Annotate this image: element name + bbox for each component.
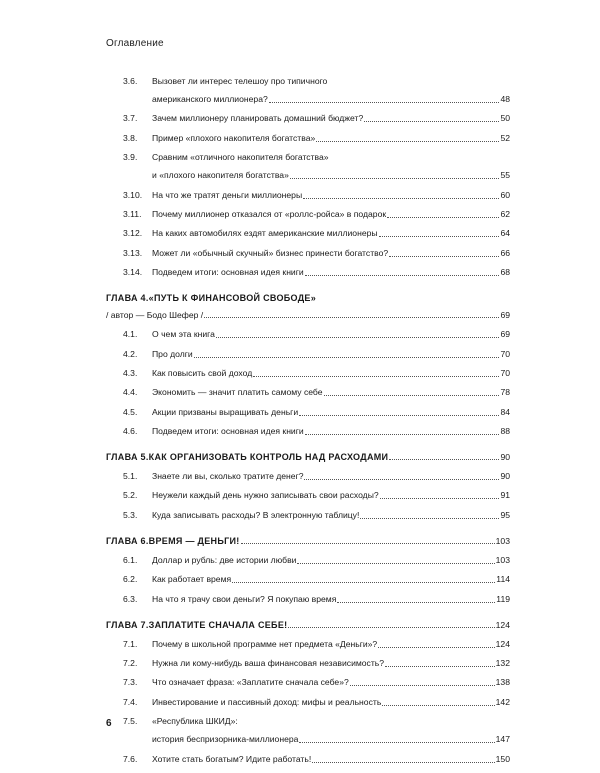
entry-title: Хотите стать богатым? Идите работать! (152, 753, 312, 764)
entry-number: 5.3. (123, 509, 138, 520)
chapter-label: ГЛАВА 6 (106, 535, 146, 546)
dot-leader (360, 517, 499, 519)
entry-page: 119 (496, 593, 510, 604)
entry-number: 7.2. (123, 658, 138, 669)
dot-leader (232, 581, 495, 583)
chapter-heading[interactable] (106, 620, 510, 630)
entry-page: 142 (495, 696, 510, 707)
chapter-label: ГЛАВА 4 (106, 293, 146, 304)
chapter-title: «ПУТЬ К ФИНАНСОВОЙ СВОБОДЕ» (148, 293, 317, 304)
toc-entry[interactable] (106, 426, 510, 437)
dot-leader (312, 761, 494, 763)
entry-page: 95 (500, 509, 510, 520)
dot-leader (385, 665, 495, 667)
toc-entry[interactable] (106, 510, 510, 521)
entry-body (152, 368, 510, 379)
entry-title: Сравним «отличного накопителя богатства» (152, 152, 329, 163)
chapter-title: ЗАПЛАТИТЕ СНАЧАЛА СЕБЕ! (148, 619, 288, 630)
entry-body (152, 510, 510, 521)
chapter-title: КАК ОРГАНИЗОВАТЬ КОНТРОЛЬ НАД РАСХОДАМИ (148, 452, 389, 463)
entry-number: 5.2. (123, 490, 138, 501)
entry-page: 52 (500, 132, 510, 143)
chapter-heading[interactable] (106, 536, 510, 546)
toc-entry[interactable] (106, 329, 510, 340)
entry-line (152, 471, 510, 482)
entry-page: 138 (495, 677, 510, 688)
entry-title: Акции призваны выращивать деньги (152, 406, 299, 417)
entry-body (152, 471, 510, 482)
entry-title: американского миллионера? (152, 94, 268, 104)
entry-title: «Республика ШКИД»: (152, 716, 238, 727)
entry-line (152, 329, 510, 340)
entry-title: история беспризорника-миллионера (152, 734, 299, 745)
chapter-page: 103 (495, 535, 510, 546)
entry-number: 7.6. (123, 753, 138, 764)
dot-leader (387, 216, 499, 218)
entry-page: 64 (500, 228, 510, 239)
dot-leader (316, 140, 499, 142)
chapter-author-line[interactable] (106, 310, 510, 320)
chapter-separator: . (145, 452, 149, 463)
entry-body (152, 697, 510, 708)
chapter-separator: . (145, 293, 149, 304)
toc-entry[interactable] (106, 228, 510, 239)
toc-entry[interactable] (106, 639, 510, 650)
entry-line (152, 267, 510, 278)
entry-number: 4.4. (123, 387, 138, 398)
chapter-title: ВРЕМЯ — ДЕНЬГИ! (148, 535, 240, 546)
entry-body (152, 594, 510, 605)
entry-title: Подведем итоги: основная идея книги (152, 267, 304, 278)
entry-body (152, 658, 510, 669)
entry-line (152, 248, 510, 259)
chapter-heading[interactable] (106, 293, 510, 303)
dot-leader (290, 177, 500, 179)
entry-title: На каких автомобилях ездят американские миллионеры (152, 228, 378, 239)
toc-entry[interactable] (106, 368, 510, 379)
toc-entry[interactable] (106, 113, 510, 124)
entry-body (152, 677, 510, 688)
entry-line (152, 190, 510, 201)
chapter-block (106, 536, 510, 605)
entry-body (152, 407, 510, 418)
entry-title: Что означает фраза: «Заплатите сначала себе»? (152, 677, 349, 688)
entry-line (152, 152, 510, 163)
entry-line (152, 407, 510, 418)
entry-page: 132 (495, 658, 510, 669)
entry-body (152, 555, 510, 566)
entry-title: Неужели каждый день нужно записывать свои расходы? (152, 490, 379, 501)
dot-leader (241, 542, 495, 544)
entry-number: 7.5. (123, 716, 138, 727)
entry-page: 68 (500, 267, 510, 278)
toc-entry[interactable] (106, 387, 510, 398)
entry-line (152, 697, 510, 708)
dot-leader (389, 458, 499, 460)
entry-line (152, 639, 510, 650)
entry-title: Пример «плохого накопителя богатства» (152, 132, 316, 143)
toc-entry[interactable] (106, 190, 510, 201)
dot-leader (364, 120, 499, 122)
toc-entry[interactable] (106, 471, 510, 482)
dot-leader (389, 255, 499, 257)
dot-leader (253, 375, 499, 377)
entry-title: На что я трачу свои деньги? Я покупаю время (152, 593, 337, 604)
toc-entry[interactable] (106, 658, 510, 669)
running-head: Оглавление (106, 38, 164, 49)
entry-number: 7.3. (123, 677, 138, 688)
entry-page: 90 (500, 471, 510, 482)
entry-body (152, 228, 510, 239)
entry-title: Зачем миллионеру планировать домашний бюджет? (152, 113, 364, 124)
entry-title: На что же тратят деньги миллионеры (152, 189, 303, 200)
entry-page: 50 (500, 113, 510, 124)
entry-body (152, 574, 510, 585)
entry-page: 62 (500, 208, 510, 219)
entry-page: 103 (495, 554, 510, 565)
chapter-items (106, 329, 510, 437)
toc-entry[interactable] (106, 267, 510, 278)
entry-body (152, 329, 510, 340)
entry-body (152, 113, 510, 124)
entry-number: 3.11. (123, 208, 142, 219)
entry-number: 4.1. (123, 329, 138, 340)
entry-page: 70 (500, 348, 510, 359)
entry-line (152, 349, 510, 360)
dot-leader (380, 497, 500, 499)
entry-title: Знаете ли вы, сколько тратите денег? (152, 471, 304, 482)
entry-number: 5.1. (123, 471, 138, 482)
toc-entry[interactable] (106, 754, 510, 765)
entry-page: 114 (496, 574, 510, 585)
entry-line (152, 76, 510, 87)
dot-leader (299, 414, 499, 416)
dot-leader (299, 741, 494, 743)
entry-number: 6.3. (123, 593, 138, 604)
entry-line (152, 658, 510, 669)
entry-number: 4.2. (123, 348, 138, 359)
toc-entry[interactable] (106, 349, 510, 360)
entry-number: 6.2. (123, 574, 138, 585)
entry-line (152, 94, 510, 105)
chapter-page: 69 (500, 310, 510, 321)
entry-body (152, 267, 510, 278)
entry-line (152, 594, 510, 605)
dot-leader (337, 601, 495, 603)
dot-leader (269, 101, 500, 103)
chapter-block (106, 293, 510, 437)
chapter-label: ГЛАВА 7 (106, 619, 146, 630)
entry-line (152, 490, 510, 501)
entry-line (152, 510, 510, 521)
entry-page: 48 (500, 94, 510, 104)
dot-leader (303, 197, 499, 199)
entry-line (152, 574, 510, 585)
toc-entry[interactable] (106, 152, 510, 181)
entry-page: 69 (500, 329, 510, 340)
entry-body (152, 639, 510, 650)
entry-title: Куда записывать расходы? В электронную таблицу! (152, 509, 360, 520)
entry-number: 4.3. (123, 367, 138, 378)
dot-leader (297, 562, 494, 564)
entry-page: 55 (500, 170, 510, 181)
toc-entry[interactable] (106, 697, 510, 708)
entry-title: О чем эта книга (152, 329, 215, 340)
entry-body (152, 349, 510, 360)
entry-number: 3.9. (123, 152, 138, 163)
dot-leader (350, 684, 495, 686)
entry-number: 3.13. (123, 247, 143, 258)
entry-number: 7.1. (123, 638, 138, 649)
chapter-items (106, 555, 510, 605)
chapter-items (106, 471, 510, 521)
entry-title: Доллар и рубль: две истории любви (152, 554, 297, 565)
toc-entry[interactable] (106, 594, 510, 605)
entry-number: 4.6. (123, 426, 138, 437)
entry-title: и «плохого накопителя богатства» (152, 170, 289, 181)
entry-body (152, 76, 510, 105)
entry-line (152, 209, 510, 220)
entry-number: 7.4. (123, 696, 138, 707)
entry-title: Почему миллионер отказался от «роллс-ройса» в подарок (152, 208, 387, 219)
entry-title: Подведем итоги: основная идея книги (152, 426, 304, 437)
dot-leader (324, 394, 500, 396)
entry-number: 4.5. (123, 406, 138, 417)
entry-title: Вызовет ли интерес телешоу про типичного (152, 76, 328, 86)
entry-page: 60 (500, 189, 510, 200)
entry-title: Про долги (152, 348, 193, 359)
entry-number: 3.10. (123, 189, 143, 200)
toc-entry[interactable] (106, 209, 510, 220)
entry-title: Нужна ли кому-нибудь ваша финансовая независимость? (152, 658, 385, 669)
page-number: 6 (106, 718, 112, 729)
dot-leader (379, 235, 500, 237)
dot-leader (305, 433, 500, 435)
toc-entry[interactable] (106, 574, 510, 585)
entry-title: Инвестирование и пассивный доход: мифы и реальность (152, 696, 382, 707)
chapter-block (106, 620, 510, 765)
toc-entry[interactable] (106, 407, 510, 418)
table-of-contents (106, 76, 510, 773)
entry-page: 124 (495, 638, 510, 649)
chapter-page: 124 (495, 619, 510, 630)
toc-entry[interactable] (106, 133, 510, 144)
chapter-separator: . (145, 619, 149, 630)
entry-body (152, 387, 510, 398)
chapter-items (106, 639, 510, 765)
entry-line (152, 677, 510, 688)
entry-page: 91 (500, 490, 510, 501)
chapter-author: / автор — Бодо Шефер / (106, 310, 204, 321)
entry-body (152, 152, 510, 181)
toc-entry[interactable] (106, 248, 510, 259)
entry-line (152, 716, 510, 727)
entry-page: 70 (500, 367, 510, 378)
entry-number: 3.8. (123, 132, 138, 143)
entry-number: 3.12. (123, 228, 143, 239)
dot-leader (194, 356, 500, 358)
toc-entry[interactable] (106, 76, 510, 105)
toc-entry[interactable] (106, 555, 510, 566)
entry-line (152, 387, 510, 398)
entry-body (152, 209, 510, 220)
dot-leader (305, 274, 500, 276)
entry-page: 88 (500, 426, 510, 437)
entry-line (152, 228, 510, 239)
entry-line (152, 734, 510, 745)
entry-title: Почему в школьной программе нет предмета «Деньги»? (152, 638, 378, 649)
dot-leader (382, 704, 494, 706)
entry-body (152, 754, 510, 765)
entry-line (152, 133, 510, 144)
entry-number: 3.14. (123, 267, 143, 278)
dot-leader (378, 646, 494, 648)
toc-entry[interactable] (106, 677, 510, 688)
entry-title: Как работает время (152, 574, 232, 585)
entry-title: Экономить — значит платить самому себе (152, 387, 323, 398)
entry-number: 3.6. (123, 76, 138, 86)
dot-leader (216, 336, 500, 338)
entry-title: Может ли «обычный скучный» бизнес принести богатство? (152, 247, 389, 258)
entry-body (152, 426, 510, 437)
entry-page: 78 (500, 387, 510, 398)
entry-title: Как повысить свой доход (152, 367, 253, 378)
toc-entry[interactable] (106, 716, 510, 745)
entry-number: 3.7. (123, 113, 138, 124)
chapter-separator: . (145, 535, 149, 546)
entry-page: 66 (500, 247, 510, 258)
chapter-heading[interactable] (106, 452, 510, 462)
chapter-page: 90 (500, 452, 510, 463)
dot-leader (288, 626, 494, 628)
dot-leader (304, 478, 499, 480)
entry-body (152, 133, 510, 144)
dot-leader (204, 316, 499, 318)
entry-line (152, 368, 510, 379)
entry-line (152, 170, 510, 181)
entry-body (152, 716, 510, 745)
entry-number: 6.1. (123, 554, 138, 565)
entry-line (152, 754, 510, 765)
entry-body (152, 248, 510, 259)
entry-page: 147 (495, 734, 510, 745)
entry-line (152, 113, 510, 124)
entry-body (152, 490, 510, 501)
entry-line (152, 426, 510, 437)
entry-body (152, 190, 510, 201)
entry-line (152, 555, 510, 566)
chapter-label: ГЛАВА 5 (106, 452, 146, 463)
entry-page: 84 (500, 406, 510, 417)
entry-page: 150 (495, 753, 510, 764)
toc-entry[interactable] (106, 490, 510, 501)
chapter-block (106, 452, 510, 521)
